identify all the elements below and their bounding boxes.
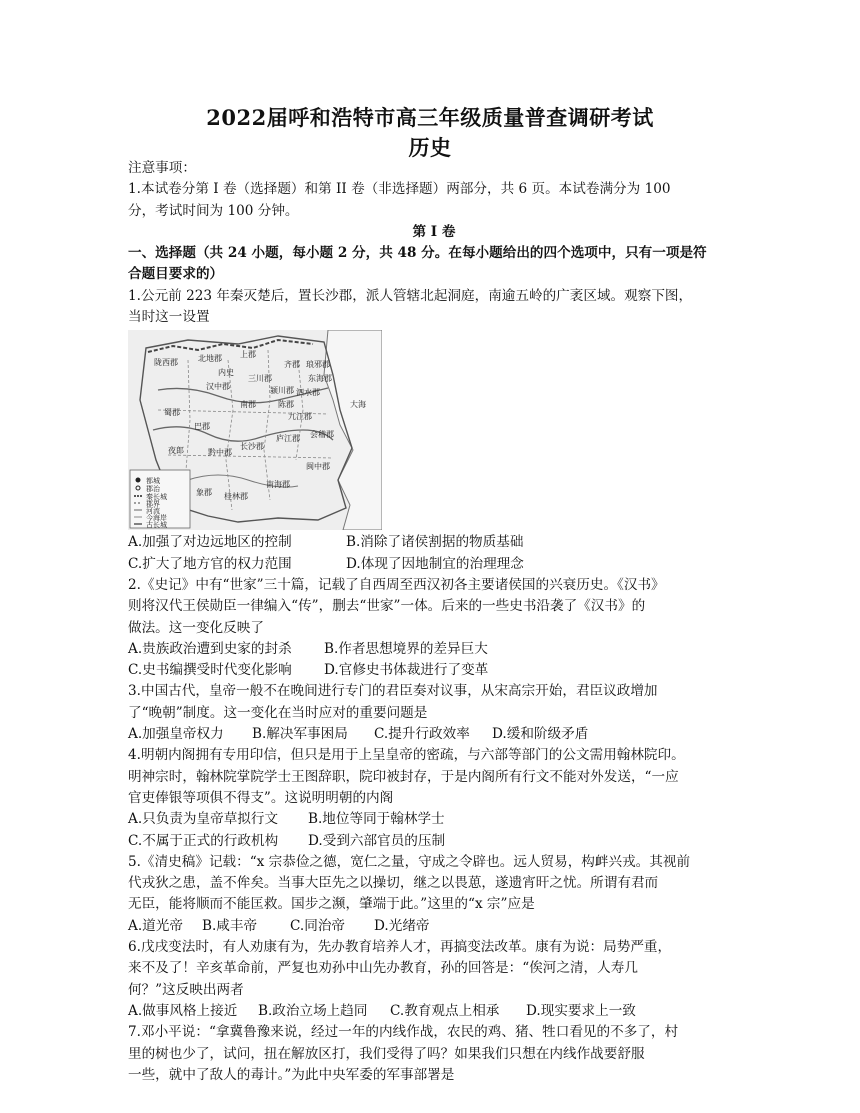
option-a[interactable]: A.加强了对边远地区的控制 [128,534,292,551]
options-row [128,660,740,681]
section-instruction: 一、选择题（共 24 小题，每小题 2 分，共 48 分。在每小题给出的四个选项中，只有一项是符 [128,245,707,262]
question-7-text: 7.邓小平说：“拿冀鲁豫来说，经过一年的内线作战，农民的鸡、猪、牲口看见的不多了，村 [128,1024,679,1041]
map-label: 桂林郡 [224,492,248,502]
options-row [128,1001,740,1022]
option-c[interactable]: C.不属于正式的行政机构 [128,832,279,849]
map-label: 闽中郡 [306,462,330,472]
question-7-text: 一些，就中了敌人的毒计。”为此中央军委的军事部署是 [128,1066,455,1083]
option-d[interactable]: D.缓和阶级矛盾 [492,726,589,743]
legend-label: 郡界 [146,500,160,509]
legend-label: 今海岸 [146,514,167,523]
section-instruction: 合题目要求的） [128,266,224,283]
notice-line: 1.本试卷分第 I 卷（选择题）和第 II 卷（非选择题）两部分，共 6 页。本试卷满分为 100 [128,181,671,198]
question-1-text: 1.公元前 223 年秦灭楚后，置长沙郡，派人管辖北起洞庭，南逾五岭的广袤区域。观察下图， [128,287,693,304]
option-c[interactable]: C.提升行政效率 [374,726,470,743]
map-label: 齐郡 [284,360,300,370]
option-b[interactable]: B.解决军事困局 [252,726,348,743]
legend-label: 郡治 [146,485,160,494]
map-label: 陈郡 [278,400,294,410]
map-label: 巴郡 [194,422,210,432]
options-row [128,639,740,660]
question-7-text: 里的树也少了，试问，扭在解放区打，我们受得了吗？如果我们只想在内线作战要舒服 [128,1045,645,1062]
map-label: 汉中郡 [206,382,230,392]
question-1-text: 当时这一设置 [128,309,210,326]
map-label: 大海 [350,400,366,410]
option-c[interactable]: C.史书编撰受时代变化影响 [128,662,292,679]
option-a[interactable]: A.做事风格上接近 [128,1002,238,1019]
notice-line: 分，考试时间为 100 分钟。 [128,202,299,219]
map-label: 庐江郡 [276,434,300,444]
map-label: 内史 [218,368,234,378]
option-d[interactable]: D.现实要求上一致 [526,1002,636,1019]
question-4-text: 明神宗时，翰林院掌院学士王图辞职，院印被封存，于是内阁所有行文不能对外发送，“一应 [128,768,679,785]
options-row [128,532,740,553]
map-label: 长沙郡 [240,442,264,452]
map-label: 会稽郡 [310,430,334,440]
legend-label: 秦长城 [146,493,167,502]
map-label: 南郡 [240,400,256,410]
question-6-text: 6.戊戌变法时，有人劝康有为，先办教育培养人才，再搞变法改革。康有为说：局势严重， [128,939,672,956]
map-label: 东海郡 [308,374,332,384]
question-2-text: 2.《史记》中有“世家”三十篇，记载了自西周至西汉初各主要诸侯国的兴衰历史。《汉书》 [128,576,665,593]
option-c[interactable]: C.同治帝 [290,917,346,934]
option-d[interactable]: D.受到六部官员的压制 [308,832,446,849]
question-5-text: 代戎狄之患，盖不侔矣。当事大臣先之以操切，继之以畏葸，遂遗宵旰之忧。所谓有君而 [128,875,659,892]
question-2-text: 做法。这一变化反映了 [128,619,264,636]
map-label: 上郡 [240,350,256,360]
map-label: 蜀郡 [164,408,180,418]
map-label: 夜郎 [168,446,184,456]
map-label: 黔中郡 [208,448,232,458]
map-labels [128,330,382,530]
option-d[interactable]: D.体现了因地制宜的治理理念 [346,555,524,572]
question-3-text: 了“晚朝”制度。这一变化在当时应对的重要问题是 [128,704,428,721]
legend-label: 河流 [146,507,160,516]
part-heading: 第 I 卷 [412,223,456,240]
option-c[interactable]: C.扩大了地方官的权力范围 [128,555,292,572]
options-row [128,809,740,830]
map-label: 泗水郡 [296,388,320,398]
option-a[interactable]: A.贵族政治遭到史家的封杀 [128,640,292,657]
options-row [128,916,740,937]
map-label: 九江郡 [288,412,312,422]
option-b[interactable]: B.消除了诸侯割据的物质基础 [346,534,524,551]
question-2-text: 则将汉代王侯勋臣一律编入“传”，删去“世家”一体。后来的一些史书沿袭了《汉书》的 [128,598,646,615]
question-5-text: 无臣，能将顺而不能匡救。国步之濒，肇端于此。”这里的“x 宗”应是 [128,896,535,913]
map-label: 象郡 [196,488,212,498]
map-label: 颍川郡 [270,386,294,396]
map-label: 北地郡 [198,354,222,364]
option-d[interactable]: D.官修史书体裁进行了变革 [324,662,489,679]
option-d[interactable]: D.光绪帝 [374,917,430,934]
option-a[interactable]: A.只负责为皇帝草拟行文 [128,811,279,828]
qin-territory-map [128,330,382,530]
options-row [128,724,740,745]
option-c[interactable]: C.教育观点上相承 [390,1002,500,1019]
legend-label: 古长城 [146,521,167,530]
subject-title: 历史 [408,135,452,160]
option-a[interactable]: A.加强皇帝权力 [128,726,224,743]
question-6-text: 何？”这反映出两者 [128,981,244,998]
option-b[interactable]: B.咸丰帝 [202,917,258,934]
question-4-text: 4.明朝内阁拥有专用印信，但只是用于上呈皇帝的密疏，与六部等部门的公文需用翰林院印。 [128,747,685,764]
map-label: 陇西郡 [154,358,178,368]
legend-label: 都城 [146,477,160,486]
exam-body [128,158,740,1086]
option-b[interactable]: B.作者思想境界的差异巨大 [324,640,488,657]
option-b[interactable]: B.地位等同于翰林学士 [308,811,445,828]
notice-heading: 注意事项： [128,160,196,176]
map-label: 琅邪郡 [306,360,330,370]
options-row [128,831,740,852]
question-5-text: 5.《清史稿》记载：“x 宗恭俭之德，宽仁之量，守成之令辟也。远人贸易，构衅兴戎。其视前 [128,853,691,870]
exam-title: 2022届呼和浩特市高三年级质量普查调研考试 [206,105,654,130]
question-3-text: 3.中国古代，皇帝一般不在晚间进行专门的君臣奏对议事，从宋高宗开始，君臣议政增加 [128,683,658,700]
option-a[interactable]: A.道光帝 [128,917,183,934]
map-label: 三川郡 [248,374,272,384]
question-4-text: 官吏俸银等项俱不得支”。这说明明朝的内阁 [128,789,394,806]
options-row [128,554,740,575]
option-b[interactable]: B.政治立场上趋同 [258,1002,368,1019]
question-6-text: 来不及了！辛亥革命前，严复也劝孙中山先办教育，孙的回答是：“俟河之清，人寿几 [128,960,638,977]
map-label: 南海郡 [266,480,290,490]
